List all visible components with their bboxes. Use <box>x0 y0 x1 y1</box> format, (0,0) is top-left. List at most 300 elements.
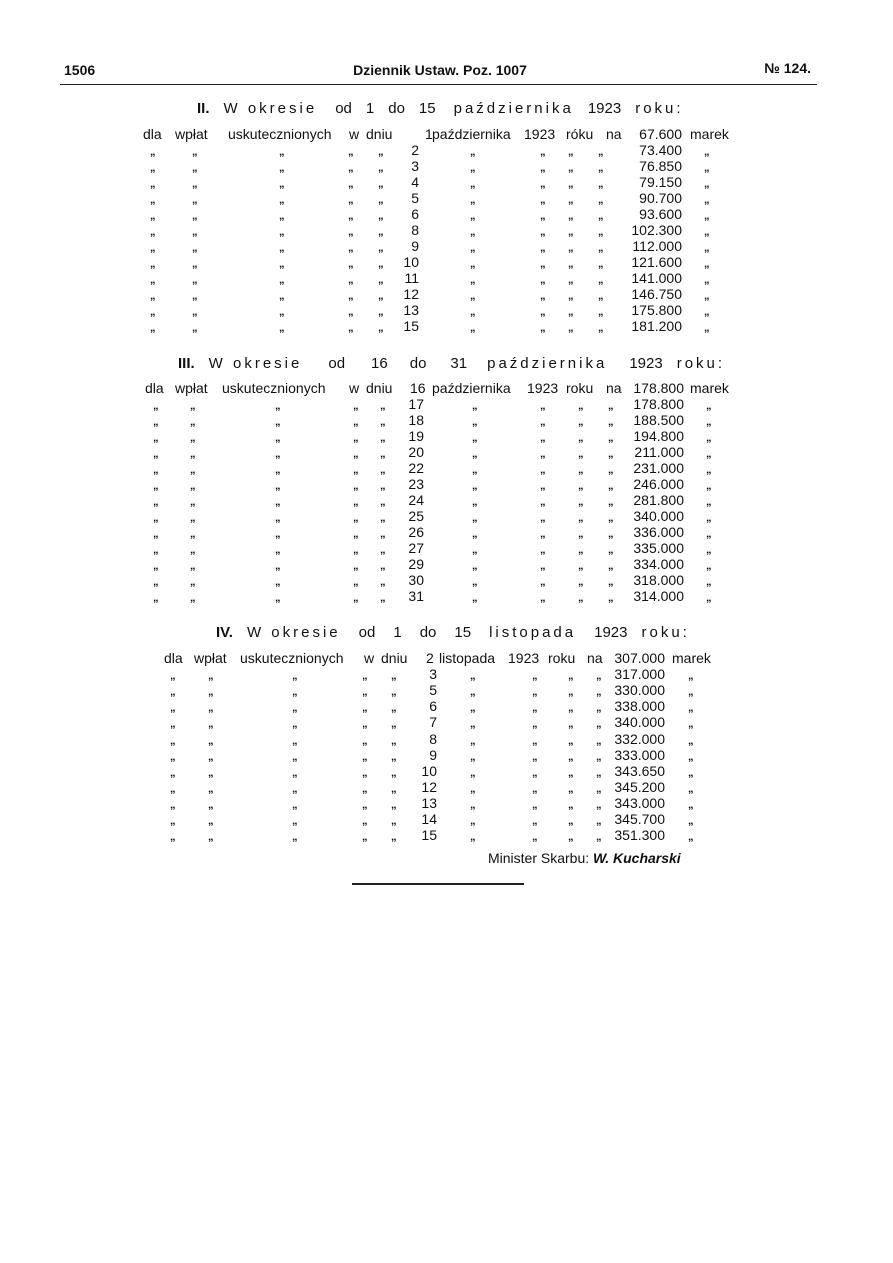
issue-number: № 124. <box>764 60 811 76</box>
ditto-mark: „ <box>380 448 386 460</box>
ditto-mark: „ <box>688 766 694 779</box>
table-row <box>0 158 893 174</box>
ditto-mark: „ <box>568 226 574 238</box>
ditto-mark: „ <box>470 831 476 844</box>
ditto-mark: „ <box>353 432 359 444</box>
amount-value: 343.000 <box>614 794 665 811</box>
ditto-mark: „ <box>170 766 176 779</box>
ditto-mark: „ <box>279 194 285 206</box>
signature-role: Minister Skarbu: <box>488 850 590 866</box>
ditto-mark: „ <box>608 512 614 524</box>
dniu-label: dniu <box>366 380 393 396</box>
ditto-mark: „ <box>292 734 298 747</box>
ditto-mark: „ <box>348 178 354 190</box>
section-roman-numeral: III. <box>178 355 195 372</box>
day-value: 27 <box>408 540 424 556</box>
day-value: 2 <box>426 650 434 666</box>
section-title <box>178 355 725 372</box>
ditto-mark: „ <box>380 592 386 604</box>
ditto-mark: „ <box>208 702 214 715</box>
ditto-mark: „ <box>598 162 604 174</box>
amount-value: 121.600 <box>631 254 682 270</box>
ditto-mark: „ <box>470 194 476 206</box>
ditto-mark: „ <box>578 448 584 460</box>
day-value: 11 <box>404 270 419 286</box>
ditto-mark: „ <box>532 718 538 731</box>
ditto-mark: „ <box>192 322 198 334</box>
ditto-mark: „ <box>596 734 602 747</box>
ditto-mark: „ <box>540 464 546 476</box>
year-value: 1923 <box>508 650 540 666</box>
ditto-mark: „ <box>208 798 214 811</box>
table-row <box>0 254 893 270</box>
ditto-mark: „ <box>192 274 198 286</box>
ditto-mark: „ <box>598 290 604 302</box>
ditto-mark: „ <box>192 210 198 222</box>
ditto-mark: „ <box>540 242 546 254</box>
day-value: 1 <box>425 126 433 142</box>
ditto-mark: „ <box>391 750 397 763</box>
ditto-mark: „ <box>532 734 538 747</box>
table-row-header <box>0 650 893 666</box>
ditto-mark: „ <box>540 576 546 588</box>
ditto-mark: „ <box>688 750 694 763</box>
ditto-mark: „ <box>150 146 156 158</box>
ditto-mark: „ <box>706 400 712 412</box>
day-value: 26 <box>408 524 424 540</box>
title-part: roku: <box>676 355 726 372</box>
day-value: 17 <box>408 396 424 412</box>
ditto-mark: „ <box>470 798 476 811</box>
ditto-mark: „ <box>540 162 546 174</box>
ditto-mark: „ <box>540 146 546 158</box>
month-label: października <box>432 126 511 142</box>
ditto-mark: „ <box>470 274 476 286</box>
ditto-mark: „ <box>353 448 359 460</box>
ditto-mark: „ <box>578 592 584 604</box>
title-part: roku: <box>641 624 690 641</box>
ditto-mark: „ <box>578 480 584 492</box>
month-label: października <box>432 380 511 396</box>
day-value: 7 <box>429 714 437 731</box>
ditto-mark: „ <box>598 242 604 254</box>
ditto-mark: „ <box>170 782 176 795</box>
ditto-mark: „ <box>391 702 397 715</box>
ditto-mark: „ <box>596 798 602 811</box>
dla-label: dla <box>143 126 162 142</box>
ditto-mark: „ <box>348 226 354 238</box>
section-title <box>216 624 690 641</box>
title-part: od <box>335 100 352 117</box>
page-number: 1506 <box>64 62 96 78</box>
ditto-mark: „ <box>153 576 159 588</box>
ditto-mark: „ <box>362 670 368 683</box>
amount-value: 330.000 <box>614 682 665 699</box>
ditto-mark: „ <box>540 480 546 492</box>
table-row <box>0 142 893 158</box>
ditto-mark: „ <box>153 592 159 604</box>
ditto-mark: „ <box>472 560 478 572</box>
ditto-mark: „ <box>688 686 694 699</box>
ditto-mark: „ <box>532 798 538 811</box>
ditto-mark: „ <box>378 290 384 302</box>
table-row <box>0 682 893 698</box>
ditto-mark: „ <box>578 512 584 524</box>
ditto-mark: „ <box>568 750 574 763</box>
ditto-mark: „ <box>275 496 281 508</box>
ditto-mark: „ <box>568 210 574 222</box>
ditto-mark: „ <box>391 718 397 731</box>
ditto-mark: „ <box>275 560 281 572</box>
ditto-mark: „ <box>596 718 602 731</box>
ditto-mark: „ <box>568 718 574 731</box>
ditto-mark: „ <box>688 670 694 683</box>
ditto-mark: „ <box>275 512 281 524</box>
ditto-mark: „ <box>391 782 397 795</box>
ditto-mark: „ <box>190 464 196 476</box>
ditto-mark: „ <box>578 432 584 444</box>
ditto-mark: „ <box>472 432 478 444</box>
ditto-mark: „ <box>279 178 285 190</box>
ditto-mark: „ <box>470 815 476 827</box>
amount-value: 178.800 <box>633 396 684 412</box>
ditto-mark: „ <box>608 528 614 540</box>
ditto-mark: „ <box>150 290 156 302</box>
roku-label: roku <box>548 650 576 666</box>
ditto-mark: „ <box>706 416 712 428</box>
amount-value: 333.000 <box>614 746 665 763</box>
ditto-mark: „ <box>578 528 584 540</box>
ditto-mark: „ <box>532 782 538 795</box>
amount-value: 79.150 <box>639 174 682 190</box>
ditto-mark: „ <box>472 528 478 540</box>
ditto-mark: „ <box>706 464 712 476</box>
table-row <box>0 190 893 206</box>
ditto-mark: „ <box>275 592 281 604</box>
table-row <box>0 238 893 254</box>
ditto-mark: „ <box>292 766 298 779</box>
amount-value: 307.000 <box>614 650 665 666</box>
ditto-mark: „ <box>192 290 198 302</box>
uskutecznionych-label: uskutecznionych <box>222 380 326 396</box>
ditto-mark: „ <box>170 815 176 827</box>
ditto-mark: „ <box>578 464 584 476</box>
ditto-mark: „ <box>568 258 574 270</box>
ditto-mark: „ <box>540 416 546 428</box>
ditto-mark: „ <box>378 210 384 222</box>
amount-value: 90.700 <box>639 190 682 206</box>
ditto-mark: „ <box>208 734 214 747</box>
ditto-mark: „ <box>706 528 712 540</box>
ditto-mark: „ <box>292 718 298 731</box>
ditto-mark: „ <box>568 290 574 302</box>
ditto-mark: „ <box>348 258 354 270</box>
na-label: na <box>606 380 622 396</box>
table-row <box>0 795 893 811</box>
title-part: października <box>487 355 608 372</box>
table-row <box>0 508 893 524</box>
ditto-mark: „ <box>391 815 397 827</box>
ditto-mark: „ <box>208 750 214 763</box>
ditto-mark: „ <box>472 592 478 604</box>
ditto-mark: „ <box>192 194 198 206</box>
ditto-mark: „ <box>190 592 196 604</box>
ditto-mark: „ <box>279 146 285 158</box>
ditto-mark: „ <box>532 670 538 683</box>
ditto-mark: „ <box>292 798 298 811</box>
signature-name: W. Kucharski <box>593 850 681 866</box>
amount-value: 345.200 <box>614 778 665 795</box>
ditto-mark: „ <box>540 274 546 286</box>
ditto-mark: „ <box>688 702 694 715</box>
ditto-mark: „ <box>150 194 156 206</box>
ditto-mark: „ <box>540 194 546 206</box>
ditto-mark: „ <box>596 782 602 795</box>
ditto-mark: „ <box>472 448 478 460</box>
ditto-mark: „ <box>190 400 196 412</box>
day-value: 31 <box>408 588 424 604</box>
ditto-mark: „ <box>292 782 298 795</box>
ditto-mark: „ <box>153 400 159 412</box>
signature <box>488 850 681 866</box>
day-value: 22 <box>408 460 424 476</box>
day-value: 10 <box>403 254 419 270</box>
ditto-mark: „ <box>391 798 397 811</box>
ditto-mark: „ <box>472 544 478 556</box>
day-value: 15 <box>403 318 419 334</box>
title-part: do <box>409 355 427 372</box>
ditto-mark: „ <box>279 210 285 222</box>
ditto-mark: „ <box>192 162 198 174</box>
day-value: 24 <box>408 492 424 508</box>
day-value: 29 <box>408 556 424 572</box>
ditto-mark: „ <box>596 702 602 715</box>
ditto-mark: „ <box>362 782 368 795</box>
ditto-mark: „ <box>608 560 614 572</box>
day-value: 6 <box>429 698 437 715</box>
ditto-mark: „ <box>472 416 478 428</box>
ditto-mark: „ <box>391 831 397 844</box>
ditto-mark: „ <box>568 146 574 158</box>
day-value: 14 <box>421 811 437 827</box>
ditto-mark: „ <box>208 718 214 731</box>
day-value: 9 <box>429 746 437 763</box>
uskutecznionych-label: uskutecznionych <box>228 126 332 142</box>
ditto-mark: „ <box>208 831 214 844</box>
amount-value: 141.000 <box>631 270 682 286</box>
ditto-mark: „ <box>706 560 712 572</box>
ditto-mark: „ <box>596 670 602 683</box>
ditto-mark: „ <box>353 560 359 572</box>
ditto-mark: „ <box>540 560 546 572</box>
ditto-mark: „ <box>540 306 546 318</box>
ditto-mark: „ <box>190 544 196 556</box>
ditto-mark: „ <box>192 226 198 238</box>
ditto-mark: „ <box>608 576 614 588</box>
day-value: 12 <box>421 778 437 795</box>
ditto-mark: „ <box>353 592 359 604</box>
header-divider <box>60 84 817 85</box>
title-part: 1923 <box>587 100 622 117</box>
ditto-mark: „ <box>470 226 476 238</box>
ditto-mark: „ <box>170 718 176 731</box>
journal-title: Dziennik Ustaw. Poz. 1007 <box>353 62 527 78</box>
ditto-mark: „ <box>470 718 476 731</box>
table-row <box>0 731 893 747</box>
ditto-mark: „ <box>706 512 712 524</box>
ditto-mark: „ <box>578 544 584 556</box>
table-row <box>0 396 893 412</box>
w-label: w <box>349 126 360 142</box>
ditto-mark: „ <box>275 544 281 556</box>
ditto-mark: „ <box>348 210 354 222</box>
ditto-mark: „ <box>380 496 386 508</box>
ditto-mark: „ <box>472 480 478 492</box>
ditto-mark: „ <box>275 448 281 460</box>
amount-value: 146.750 <box>631 286 682 302</box>
ditto-mark: „ <box>470 750 476 763</box>
ditto-mark: „ <box>391 670 397 683</box>
amount-value: 67.600 <box>639 126 682 142</box>
ditto-mark: „ <box>704 274 710 286</box>
ditto-mark: „ <box>362 734 368 747</box>
ditto-mark: „ <box>380 416 386 428</box>
wplat-label: wpłat <box>175 126 208 142</box>
title-part: W okresie <box>208 355 303 372</box>
ditto-mark: „ <box>153 544 159 556</box>
ditto-mark: „ <box>150 274 156 286</box>
ditto-mark: „ <box>380 528 386 540</box>
table-row <box>0 222 893 238</box>
ditto-mark: „ <box>279 306 285 318</box>
ditto-mark: „ <box>470 702 476 715</box>
section-title <box>197 100 684 117</box>
ditto-mark: „ <box>348 146 354 158</box>
ditto-mark: „ <box>598 306 604 318</box>
table-row <box>0 827 893 843</box>
ditto-mark: „ <box>348 322 354 334</box>
ditto-mark: „ <box>470 306 476 318</box>
amount-value: 93.600 <box>639 206 682 222</box>
ditto-mark: „ <box>380 432 386 444</box>
ditto-mark: „ <box>190 480 196 492</box>
table-row <box>0 302 893 318</box>
ditto-mark: „ <box>190 576 196 588</box>
day-value: 15 <box>421 827 437 844</box>
ditto-mark: „ <box>190 528 196 540</box>
ditto-mark: „ <box>608 592 614 604</box>
ditto-mark: „ <box>608 416 614 428</box>
amount-value: 317.000 <box>614 666 665 683</box>
ditto-mark: „ <box>348 242 354 254</box>
ditto-mark: „ <box>568 670 574 683</box>
ditto-mark: „ <box>150 258 156 270</box>
ditto-mark: „ <box>540 528 546 540</box>
unit-label: marek <box>690 380 729 396</box>
ditto-mark: „ <box>380 560 386 572</box>
ditto-mark: „ <box>472 512 478 524</box>
amount-value: 178.800 <box>633 380 684 396</box>
ditto-mark: „ <box>568 178 574 190</box>
table-row <box>0 556 893 572</box>
ditto-mark: „ <box>568 782 574 795</box>
ditto-mark: „ <box>470 766 476 779</box>
amount-value: 318.000 <box>633 572 684 588</box>
ditto-mark: „ <box>596 831 602 844</box>
amount-value: 175.800 <box>631 302 682 318</box>
ditto-mark: „ <box>688 815 694 827</box>
year-value: 1923 <box>527 380 559 396</box>
ditto-mark: „ <box>596 766 602 779</box>
ditto-mark: „ <box>292 815 298 827</box>
ditto-mark: „ <box>391 734 397 747</box>
ditto-mark: „ <box>275 528 281 540</box>
ditto-mark: „ <box>362 702 368 715</box>
roku-label: roku <box>566 380 594 396</box>
ditto-mark: „ <box>208 815 214 827</box>
ditto-mark: „ <box>208 766 214 779</box>
title-part: 31 <box>450 355 468 372</box>
ditto-mark: „ <box>470 258 476 270</box>
ditto-mark: „ <box>704 210 710 222</box>
ditto-mark: „ <box>279 274 285 286</box>
amount-value: 246.000 <box>633 476 684 492</box>
ditto-mark: „ <box>688 782 694 795</box>
ditto-mark: „ <box>540 432 546 444</box>
ditto-mark: „ <box>532 766 538 779</box>
title-part: roku: <box>635 100 684 117</box>
amount-value: 340.000 <box>633 508 684 524</box>
unit-label: marek <box>672 650 711 666</box>
ditto-mark: „ <box>192 242 198 254</box>
ditto-mark: „ <box>353 576 359 588</box>
dniu-label: dniu <box>381 650 408 666</box>
ditto-mark: „ <box>378 274 384 286</box>
table-row <box>0 412 893 428</box>
ditto-mark: „ <box>190 512 196 524</box>
ditto-mark: „ <box>362 766 368 779</box>
ditto-mark: „ <box>540 322 546 334</box>
table-row <box>0 318 893 334</box>
ditto-mark: „ <box>568 702 574 715</box>
table-row <box>0 476 893 492</box>
ditto-mark: „ <box>362 815 368 827</box>
ditto-mark: „ <box>150 242 156 254</box>
ditto-mark: „ <box>153 416 159 428</box>
amount-value: 281.800 <box>633 492 684 508</box>
amount-value: 336.000 <box>633 524 684 540</box>
ditto-mark: „ <box>568 766 574 779</box>
table-row <box>0 747 893 763</box>
ditto-mark: „ <box>470 210 476 222</box>
ditto-mark: „ <box>279 242 285 254</box>
ditto-mark: „ <box>704 306 710 318</box>
table-row <box>0 588 893 604</box>
amount-value: 340.000 <box>614 714 665 731</box>
table-row <box>0 811 893 827</box>
table-row <box>0 714 893 730</box>
ditto-mark: „ <box>353 512 359 524</box>
table-row <box>0 444 893 460</box>
title-part: 1923 <box>594 624 628 641</box>
ditto-mark: „ <box>598 226 604 238</box>
ditto-mark: „ <box>598 178 604 190</box>
ditto-mark: „ <box>472 464 478 476</box>
ditto-mark: „ <box>170 798 176 811</box>
day-value: 9 <box>411 238 419 254</box>
ditto-mark: „ <box>380 480 386 492</box>
day-value: 8 <box>411 222 419 238</box>
